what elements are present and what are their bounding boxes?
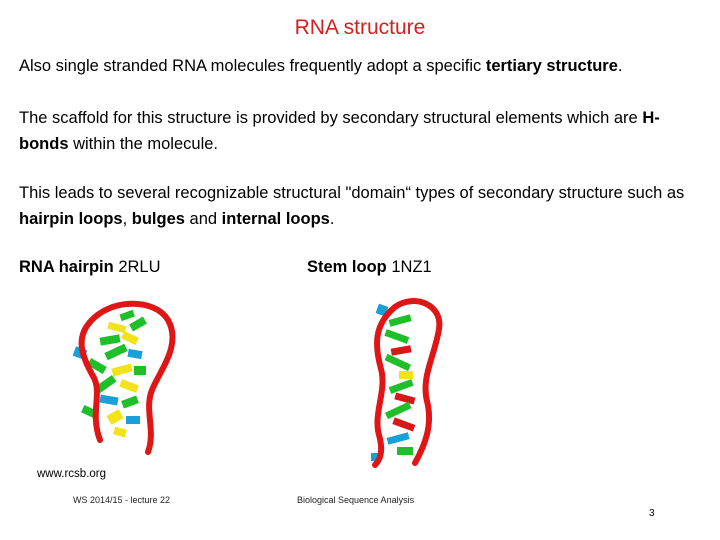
caption-right-bold: Stem loop (307, 258, 387, 276)
para2-end: within the molecule. (68, 135, 218, 153)
rna-hairpin-structure-image (60, 290, 190, 460)
para2-bold-term: H-bonds (19, 109, 660, 153)
para3-comma: , (122, 210, 132, 228)
para1-bold-term: tertiary structure (485, 57, 618, 75)
caption-rna-hairpin (19, 258, 161, 277)
footer-course: Biological Sequence Analysis (297, 495, 415, 505)
para3-end: . (329, 210, 335, 228)
hairpin-backbone (82, 304, 173, 452)
para2-text: The scaffold for this structure is provided by secondary structural elements which are (19, 109, 643, 127)
para3-bold-bulges: bulges (131, 210, 185, 228)
slide-title: RNA structure (294, 16, 426, 39)
para3-bold-internal: internal loops (221, 210, 330, 228)
caption-stem-loop (307, 258, 432, 277)
paragraph-tertiary (19, 53, 709, 79)
para1-end: . (617, 57, 623, 75)
footer-lecture: WS 2014/15 - lecture 22 (73, 495, 171, 505)
para3-bold-hairpin: hairpin loops (19, 210, 123, 228)
paragraph-domains (19, 180, 709, 232)
paragraph-scaffold (19, 105, 709, 157)
para3-text: This leads to several recognizable structural "domain“ types of secondary structure such as (19, 184, 685, 202)
caption-left-bold: RNA hairpin (19, 258, 114, 276)
stem-loop-structure-image (355, 295, 460, 470)
para1-text: Also single stranded RNA molecules frequently adopt a specific (19, 57, 486, 75)
para3-and: and (184, 210, 222, 228)
caption-left-id: 2RLU (113, 258, 161, 276)
source-credit: www.rcsb.org (37, 468, 107, 480)
caption-right-id: 1NZ1 (386, 258, 432, 276)
page-number: 3 (649, 508, 655, 519)
